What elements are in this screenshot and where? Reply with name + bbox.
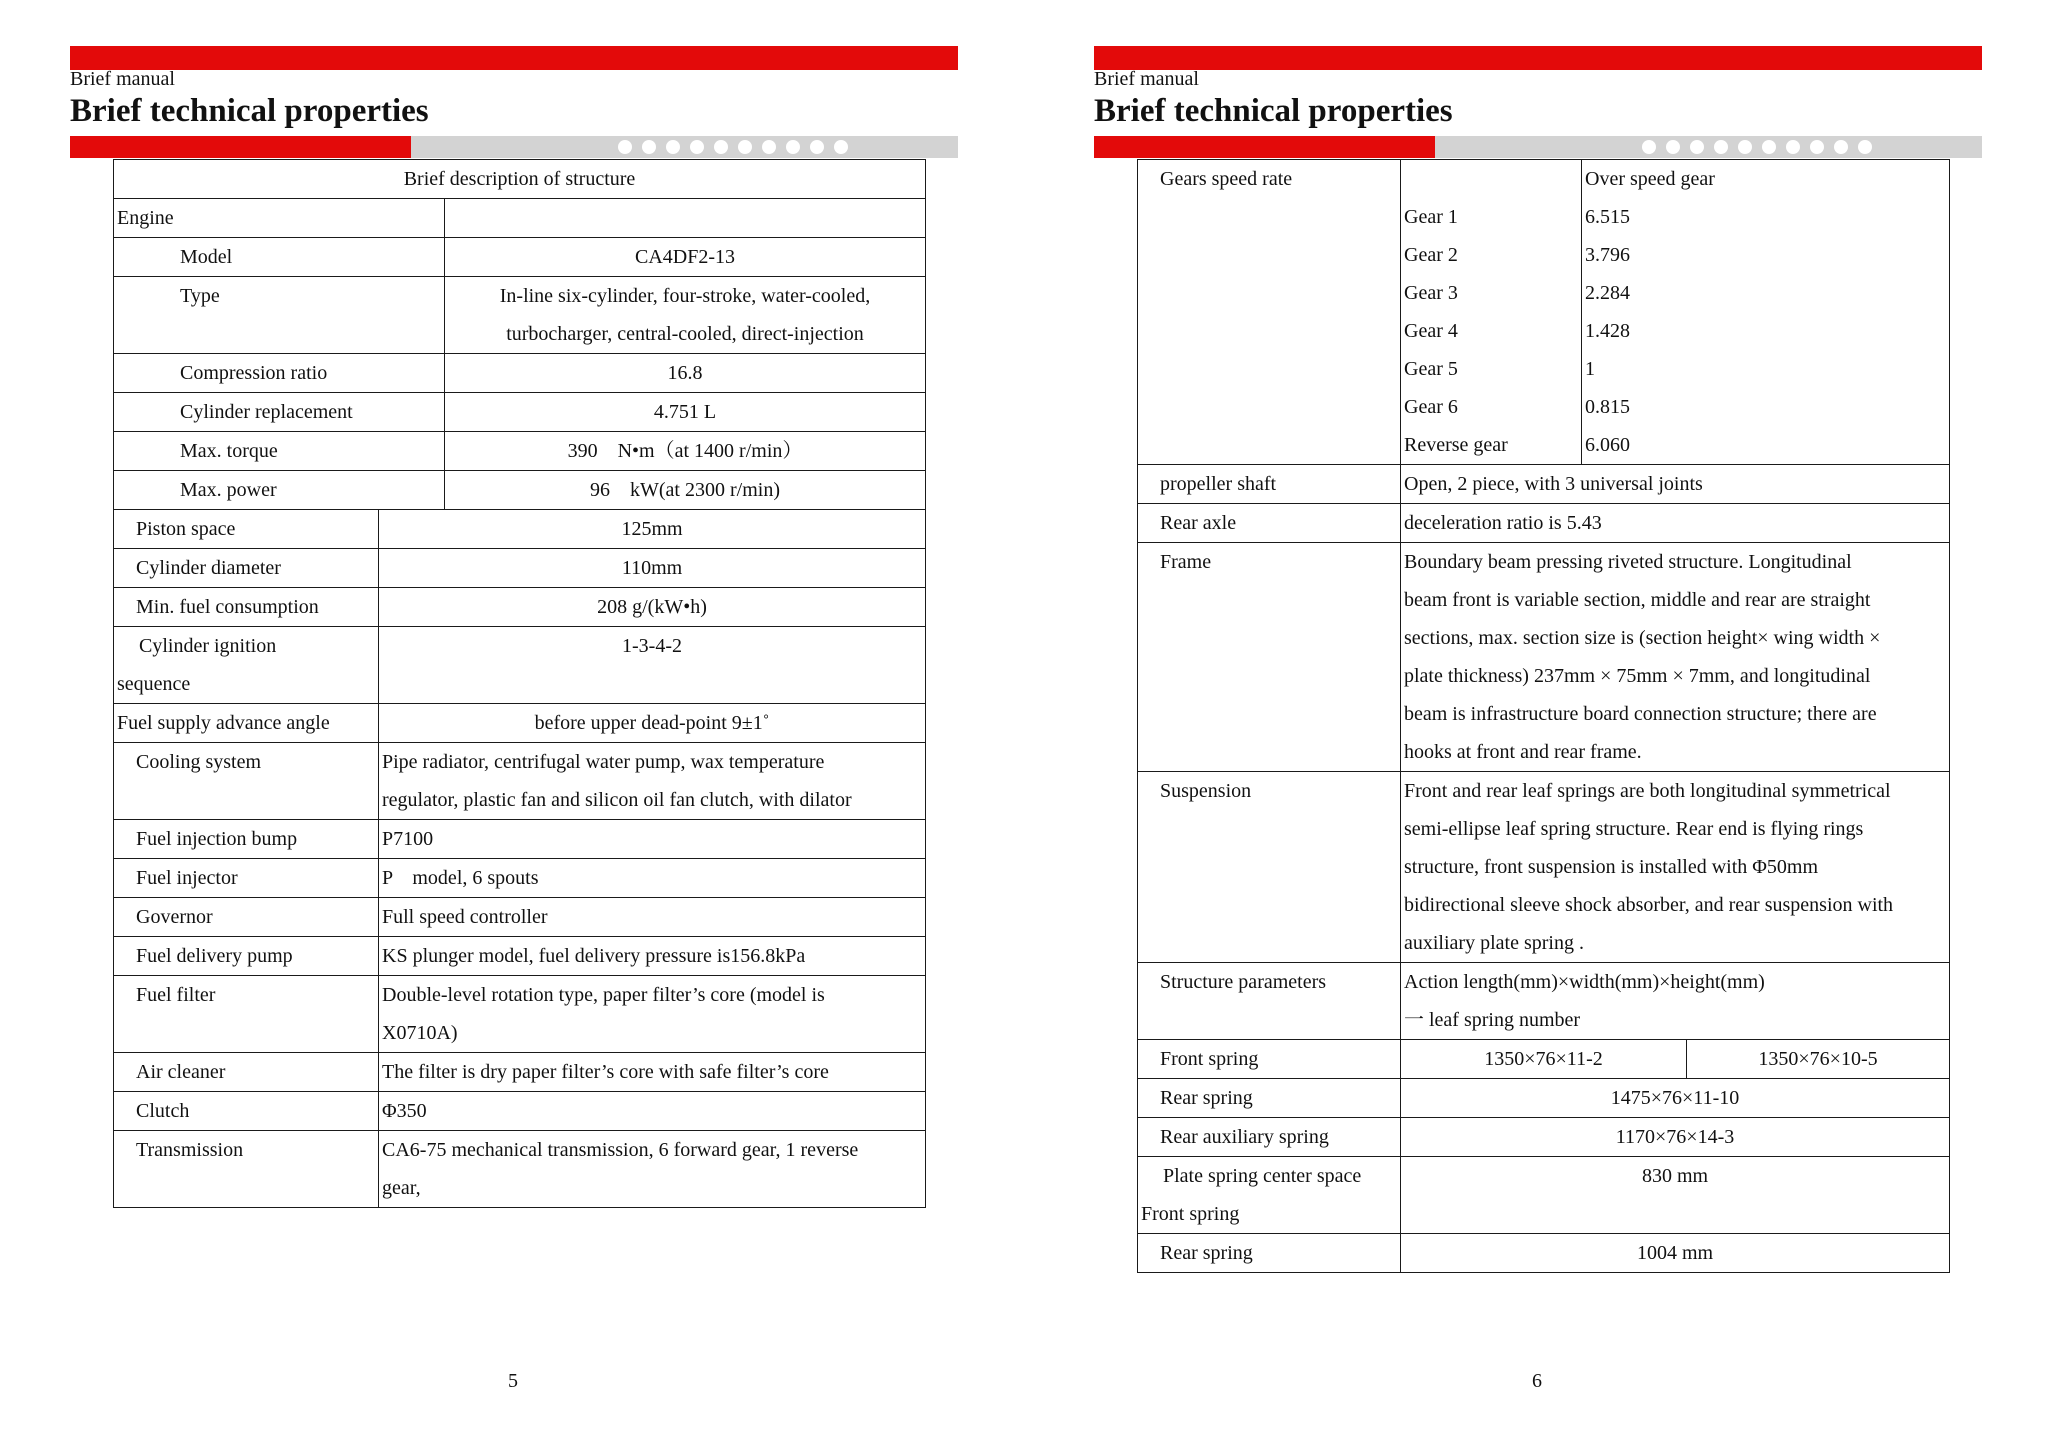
table-row [1138,543,1950,772]
susp-label: Suspension [1138,772,1401,963]
table-row [114,976,926,1053]
filter-line-2: X0710A) [382,1022,458,1044]
dot-icon [810,140,824,154]
cooling-line-1: Pipe radiator, centrifugal water pump, wax temperature [382,751,825,773]
dot-icon [834,140,848,154]
susp-line: semi-ellipse leaf spring structure. Rear end is flying rings [1404,818,1864,840]
header-band [70,136,958,158]
gear-name: Gear 4 [1401,312,1582,350]
governor-label: Governor [114,898,379,937]
power-value: 96 kW(at 2300 r/min) [445,471,926,510]
table-caption: Brief description of structure [114,160,926,199]
table-row [114,393,926,432]
filter-label: Fuel filter [114,976,379,1053]
advance-value: before upper dead-point 9±1˚ [379,704,926,743]
filter-value [379,976,926,1053]
table-row [1138,1118,1950,1157]
cooling-line-2: regulator, plastic fan and silicon oil fan clutch, with dilator [382,789,852,811]
gears-header-empty [1401,160,1582,199]
struct-value [1401,963,1950,1040]
ignition-value: 1-3-4-2 [379,627,926,704]
cooling-value [379,743,926,820]
delivery-label: Fuel delivery pump [114,937,379,976]
gear-ratio: 6.060 [1582,426,1950,465]
front-spring-label: Front spring [1138,1040,1401,1079]
gear-name: Gear 3 [1401,274,1582,312]
table-row [1138,160,1950,199]
gear-ratio: 0.815 [1582,388,1950,426]
injector-label: Fuel injector [114,859,379,898]
frame-line: sections, max. section size is (section height× wing width × [1404,627,1881,649]
engine-value [445,199,926,238]
air-value: The filter is dry paper filter’s core with safe filter’s core [379,1053,926,1092]
susp-value [1401,772,1950,963]
table-row [114,549,926,588]
dot-icon [666,140,680,154]
table-row [1138,963,1950,1040]
gear-name: Gear 2 [1401,236,1582,274]
table-row [114,898,926,937]
table-row [114,588,926,627]
right-page [1024,0,2048,1448]
dot-icon [1714,140,1728,154]
struct-line-1: Action length(mm)×width(mm)×height(mm) [1404,971,1765,993]
frame-line: plate thickness) 237mm × 75mm × 7mm, and longitudinal [1404,665,1871,687]
dot-icon [642,140,656,154]
frame-value [1401,543,1950,772]
bump-label: Fuel injection bump [114,820,379,859]
frame-label: Frame [1138,543,1401,772]
gears-label: Gears speed rate [1138,160,1401,465]
cyl-repl-value: 4.751 L [445,393,926,432]
table-row [114,627,926,704]
engine-label: Engine [114,199,445,238]
specs-table [1137,159,1950,1273]
dot-icon [786,140,800,154]
table-row [1138,1040,1950,1079]
rear-aux-value: 1170×76×14-3 [1401,1118,1950,1157]
header-red-bar [70,46,958,70]
gear-ratio: 2.284 [1582,274,1950,312]
dot-icon [1858,140,1872,154]
plate-rear-label: Rear spring [1138,1234,1401,1273]
advance-label: Fuel supply advance angle [114,704,379,743]
axle-value: deceleration ratio is 5.43 [1401,504,1950,543]
torque-label: Max. torque [114,432,445,471]
trans-label: Transmission [114,1131,379,1208]
table-row [114,471,926,510]
ignition-label-2: sequence [117,673,191,695]
plate-rear-value: 1004 mm [1401,1234,1950,1273]
gear-name: Gear 6 [1401,388,1582,426]
table-row [114,510,926,549]
bump-value: P7100 [379,820,926,859]
header-brief-manual: Brief manual [1094,68,1199,90]
header-band-red [1094,136,1435,158]
gear-ratio: 1.428 [1582,312,1950,350]
gear-ratio: 1 [1582,350,1950,388]
dot-icon [762,140,776,154]
dot-icon [690,140,704,154]
table-row [1138,1234,1950,1273]
header-dots [1642,140,1872,154]
page-title: Brief technical properties [1094,93,1453,129]
dot-icon [1642,140,1656,154]
table-row [114,1053,926,1092]
table-row [114,354,926,393]
piston-label: Piston space [114,510,379,549]
rear-spring-value: 1475×76×11-10 [1401,1079,1950,1118]
plate-label [1138,1157,1401,1234]
page-number: 6 [1532,1370,1542,1392]
table-row [114,432,926,471]
cyl-dia-value: 110mm [379,549,926,588]
table-row [1138,504,1950,543]
compression-label: Compression ratio [114,354,445,393]
clutch-label: Clutch [114,1092,379,1131]
cooling-label: Cooling system [114,743,379,820]
dot-icon [738,140,752,154]
over-speed-header: Over speed gear [1582,160,1950,199]
table-row [114,277,926,354]
rear-spring-label: Rear spring [1138,1079,1401,1118]
air-label: Air cleaner [114,1053,379,1092]
type-label: Type [114,277,445,354]
frame-line: beam is infrastructure board connection structure; there are [1404,703,1877,725]
fuel-cons-label: Min. fuel consumption [114,588,379,627]
rear-aux-label: Rear auxiliary spring [1138,1118,1401,1157]
trans-value [379,1131,926,1208]
axle-label: Rear axle [1138,504,1401,543]
susp-line: Front and rear leaf springs are both longitudinal symmetrical [1404,780,1891,802]
trans-line-1: CA6-75 mechanical transmission, 6 forward gear, 1 reverse [382,1139,859,1161]
plate-label-2: Front spring [1141,1203,1240,1225]
cyl-dia-label: Cylinder diameter [114,549,379,588]
susp-line: auxiliary plate spring . [1404,932,1584,954]
model-value: CA4DF2-13 [445,238,926,277]
shaft-label: propeller shaft [1138,465,1401,504]
table-row [114,743,926,820]
plate-front-value: 830 mm [1401,1157,1950,1234]
header-brief-manual: Brief manual [70,68,175,90]
table-row [114,937,926,976]
dot-icon [1810,140,1824,154]
page-number: 5 [508,1370,518,1392]
table-row [1138,1079,1950,1118]
gear-name: Reverse gear [1401,426,1582,465]
gear-ratio: 3.796 [1582,236,1950,274]
table-row [114,859,926,898]
type-value [445,277,926,354]
table-row [114,238,926,277]
structure-table [113,159,926,1208]
page-title: Brief technical properties [70,93,429,129]
frame-line: Boundary beam pressing riveted structure. Longitudinal [1404,551,1852,573]
trans-line-2: gear, [382,1177,421,1199]
type-line-2: turbocharger, central-cooled, direct-injection [506,323,864,345]
ignition-label-1: Cylinder ignition [139,635,277,657]
dot-icon [1834,140,1848,154]
dot-icon [1666,140,1680,154]
table-row [114,704,926,743]
table-row [1138,772,1950,963]
dot-icon [1786,140,1800,154]
type-line-1: In-line six-cylinder, four-stroke, water-cooled, [499,285,871,307]
header-red-bar [1094,46,1982,70]
susp-line: structure, front suspension is installed with Φ50mm [1404,856,1819,878]
plate-label-1: Plate spring center space [1163,1165,1362,1187]
delivery-value: KS plunger model, fuel delivery pressure is156.8kPa [379,937,926,976]
filter-line-1: Double-level rotation type, paper filter’s core (model is [382,984,825,1006]
header-dots [618,140,848,154]
injector-value: P model, 6 spouts [379,859,926,898]
clutch-value: Φ350 [379,1092,926,1131]
susp-line: bidirectional sleeve shock absorber, and rear suspension with [1404,894,1894,916]
power-label: Max. power [114,471,445,510]
governor-value: Full speed controller [379,898,926,937]
table-row [114,1092,926,1131]
cyl-repl-label: Cylinder replacement [114,393,445,432]
struct-line-2: 一 leaf spring number [1404,1009,1581,1031]
dot-icon [1738,140,1752,154]
front-spring-value-b: 1350×76×10-5 [1687,1040,1950,1079]
frame-line: hooks at front and rear frame. [1404,741,1642,763]
torque-value: 390 N•m（at 1400 r/min） [445,432,926,471]
model-label: Model [114,238,445,277]
struct-label: Structure parameters [1138,963,1401,1040]
piston-value: 125mm [379,510,926,549]
fuel-cons-value: 208 g/(kW•h) [379,588,926,627]
compression-value: 16.8 [445,354,926,393]
shaft-value: Open, 2 piece, with 3 universal joints [1401,465,1950,504]
header-band-red [70,136,411,158]
dot-icon [618,140,632,154]
dot-icon [1690,140,1704,154]
table-row [1138,465,1950,504]
frame-line: beam front is variable section, middle and rear are straight [1404,589,1871,611]
table-row [1138,1157,1950,1234]
table-row [114,160,926,199]
gear-name: Gear 5 [1401,350,1582,388]
table-row [114,820,926,859]
gear-ratio: 6.515 [1582,198,1950,236]
dot-icon [1762,140,1776,154]
table-row [114,199,926,238]
ignition-label [114,627,379,704]
table-row [114,1131,926,1208]
header-band [1094,136,1982,158]
front-spring-value-a: 1350×76×11-2 [1401,1040,1687,1079]
dot-icon [714,140,728,154]
gear-name: Gear 1 [1401,198,1582,236]
